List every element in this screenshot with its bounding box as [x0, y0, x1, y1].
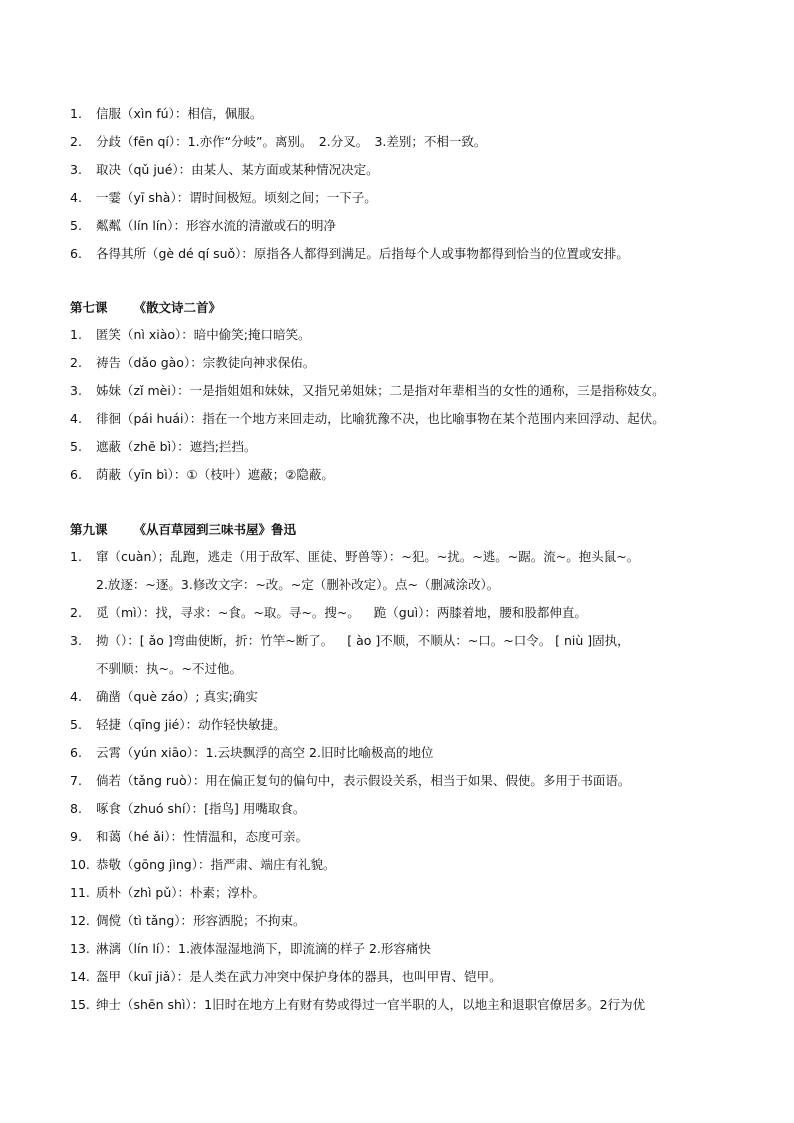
list-item: 3. 姊妹（zǐ mèi）：一是指姐姐和妹妹，又指兄弟姐妹；二是指对年辈相当的女性的通称，三是指称妓女。	[70, 383, 665, 398]
list-item: 2. 分歧（fēn qí）：1.亦作“分岐”。离别。 2.分叉。 3.差别；不相一致。	[70, 134, 487, 149]
lesson-number: 第七课	[70, 300, 108, 315]
list-item: 4. 一霎（yī shà）：谓时间极短。顷刻之间；一下子。	[70, 190, 377, 205]
list-item: 9. 和蔼（hé ǎi）：性情温和，态度可亲。	[70, 829, 308, 844]
lesson-9-section	[70, 516, 750, 1019]
lesson-title: 《从百草园到三味书屋》鲁迅	[133, 522, 297, 537]
list-item: 6. 云霄（yún xiāo）：1.云块飘浮的高空 2.旧时比喻极高的地位	[70, 745, 434, 760]
list-item: 2. 觅（mì）：找，寻求：~食。~取。寻~。搜~。 跪（guì）：两膝着地，腰和股都伸直。	[70, 605, 587, 620]
list-item: 3. 取决（qǔ jué）：由某人、某方面或某种情况决定。	[70, 162, 379, 177]
lesson-7-section	[70, 294, 750, 489]
lesson-number: 第九课	[70, 522, 108, 537]
list-item: 1. 匿笑（nì xiào）：暗中偷笑;掩口暗笑。	[70, 327, 311, 342]
list-item: 14. 盔甲（kuī jiǎ）：是人类在武力冲突中保护身体的器具，也叫甲胄、铠甲。	[70, 969, 502, 984]
vocab-section-intro	[70, 100, 750, 268]
lesson-title: 《散文诗二首》	[133, 300, 222, 315]
list-item: 13. 淋漓（lín lí）：1.液体湿湿地淌下，即流滴的样子 2.形容痛快	[70, 941, 431, 956]
list-item: 8. 啄食（zhuó shí）：[指鸟] 用嘴取食。	[70, 801, 306, 816]
list-item-continuation: 不驯顺：执~。~不过他。	[96, 661, 242, 676]
list-item: 6. 各得其所（gè dé qí suǒ）：原指各人都得到满足。后指每个人或事物都得到恰当的位置或安排。	[70, 246, 629, 261]
list-item: 5. 轻捷（qīng jié）：动作轻快敏捷。	[70, 717, 286, 732]
list-item: 2. 祷告（dǎo gào）：宗教徒向神求保佑。	[70, 355, 316, 370]
lesson-heading	[70, 294, 750, 321]
list-item: 7. 倘若（tǎng ruò）：用在偏正复句的偏句中，表示假设关系，相当于如果、假使。多用于书面语。	[70, 773, 631, 788]
list-item: 1. 信服（xìn fú）：相信，佩服。	[70, 106, 263, 121]
list-item: 4. 徘徊（pái huái）：指在一个地方来回走动，比喻犹豫不决，也比喻事物在某个范围内来回浮动、起伏。	[70, 411, 665, 426]
list-item: 6. 荫蔽（yīn bì）：①（枝叶）遮蔽；②隐蔽。	[70, 467, 334, 482]
list-item: 10. 恭敬（gōng jìng）：指严肃、端庄有礼貌。	[70, 857, 336, 872]
list-item: 1. 窜（cuàn）；乱跑，逃走（用于敌军、匪徒、野兽等）：~犯。~扰。~逃。~踞。流~。抱头鼠~。	[70, 549, 640, 564]
list-item: 3. 拗（）：[ ǎo ]弯曲使断，折：竹竿~断了。 [ ào ]不顺，不顺从：~口。~口令。 [ niù ]固执，	[70, 633, 630, 648]
lesson-heading	[70, 516, 750, 543]
list-item: 5. 粼粼（lín lín）：形容水流的清澈或石的明净	[70, 218, 336, 233]
list-item: 11. 质朴（zhì pǔ）：朴素；淳朴。	[70, 885, 266, 900]
list-item: 15. 绅士（shēn shì）：1旧时在地方上有财有势或得过一官半职的人，以地主和退职官僚居多。2行为优	[70, 997, 646, 1012]
list-item: 4. 确凿（què záo）; 真实;确实	[70, 689, 258, 704]
list-item: 12. 倜傥（tì tǎng）：形容洒脱；不拘束。	[70, 913, 306, 928]
list-item: 5. 遮蔽（zhē bì）：遮挡;拦挡。	[70, 439, 257, 454]
list-item-continuation: 2.放逐：~逐。3.修改文字：~改。~定（删补改定）。点~（删减涂改）。	[96, 577, 500, 592]
